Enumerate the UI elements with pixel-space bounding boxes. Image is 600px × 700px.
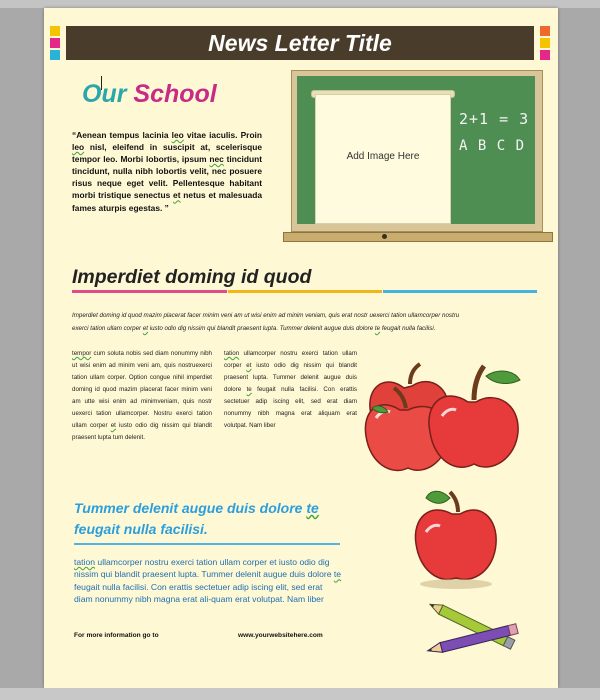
- apple-single-icon: [415, 491, 496, 589]
- heading-rule-pink: [72, 290, 227, 293]
- intro-text-3: nisl, eleifend in suscipit at, scelerisque tempor leo. Morbi lobortis, ipsum: [72, 142, 262, 165]
- col1-text-b: iusto odio dig nissim qui blandit praesent lupta tum delenit.: [72, 422, 212, 441]
- feature-heading-b: feugait nulla facilisi.: [74, 521, 208, 537]
- heading-rule-blue: [383, 290, 537, 293]
- intro-text-5: netus et malesuada fames aturpis egestas. ”: [72, 190, 263, 213]
- corner-square-yellow-left: [50, 26, 60, 36]
- col2-word-et: et: [246, 362, 252, 369]
- footer-website[interactable]: www.yourwebsitehere.com: [238, 632, 323, 639]
- corner-square-cyan-left: [50, 50, 60, 60]
- chalk-letters: A B C D: [459, 138, 526, 154]
- intro-quote[interactable]: [72, 129, 262, 214]
- intro-text-4: tincidunt tincidunt, nulla nibh lobortis velit, nec posuere risus neque eget velit. Pellentesque habitant morbi tristique senectus: [72, 154, 262, 201]
- col1-text-a: cum soluta nobis sed diam nonummy nibh ut wisi enim ad minim veni am, quis nostruexerci tation ullam corper. Option congue nihil imperdiet doming id quod mazim placerat facer minim veni am utte wisi enim ad minimveniam, quis nostr uexerci tation ullamcorper. Nostru exerci tation ullam corper: [72, 350, 212, 429]
- image-placeholder[interactable]: [315, 94, 451, 224]
- brand-wordart[interactable]: [82, 80, 217, 109]
- heading-rule-yellow: [228, 290, 382, 293]
- lead-text-d: feugait nulla facilisi.: [380, 324, 436, 332]
- col2-text-a: ullamcorper nostru exerci tation ullam corper: [224, 350, 357, 369]
- col2-word-te: te: [246, 386, 252, 393]
- apples-illustration: [364, 346, 536, 596]
- brand-word-our: Our: [82, 80, 127, 108]
- article-column-2[interactable]: [224, 348, 357, 432]
- corner-square-pink-left: [50, 38, 60, 48]
- intro-text-2: vitae iaculis. Proin: [183, 130, 263, 140]
- intro-word-nec: nec: [209, 154, 224, 165]
- feature-heading-word-te: te: [306, 500, 319, 516]
- article-heading[interactable]: Imperdiet doming id quod: [72, 266, 312, 288]
- article-column-1[interactable]: [72, 348, 212, 444]
- feature-word-tation: tation: [74, 557, 96, 567]
- lead-text-b: exerci tation ullam corper: [72, 324, 143, 332]
- col2-word-tation: tation: [224, 350, 240, 357]
- corner-square-yellow-right: [540, 38, 550, 48]
- newsletter-title[interactable]: News Letter Title: [66, 26, 534, 60]
- feature-word-te: te: [333, 569, 342, 580]
- feature-body[interactable]: [74, 556, 342, 606]
- image-placeholder-label: Add Image Here: [346, 151, 420, 162]
- chalk-math: 2+1 = 3: [459, 110, 530, 128]
- pencils-illustration: [420, 598, 530, 668]
- col2-text-b: iusto odio dig nissim qui blandit praesent lupta. Tummer delenit augue duis dolore: [224, 362, 357, 393]
- feature-text-b: feugait nulla facilisi. Con erattis sectetuer adip iscing elit, sed erat diam nonummy nibh magna erat ali-quam erat volutpat. Nam liber: [74, 581, 324, 605]
- col1-word-et: et: [110, 422, 116, 429]
- col1-word-tempor: tempor: [72, 350, 92, 357]
- lead-text-a: Imperdiet doming id quod mazim placerat facer minim veni am ut wisi enim ad minim veniam, quis erat nostr uexerci tation ullamcorper nostru: [72, 312, 460, 319]
- article-lead[interactable]: [72, 310, 538, 336]
- corner-square-pink-right: [540, 50, 550, 60]
- lead-word-te: te: [374, 324, 381, 332]
- intro-word-et: et: [173, 190, 181, 201]
- window-bottom-edge: [0, 688, 600, 700]
- lead-word-et: et: [142, 324, 149, 332]
- apple-right-icon: [429, 366, 520, 467]
- feature-heading[interactable]: [74, 498, 354, 540]
- newsletter-page: [44, 8, 558, 688]
- intro-text-1: “Aenean tempus lacinia: [72, 130, 172, 140]
- feature-heading-rule: [74, 543, 340, 545]
- corner-square-orange-right: [540, 26, 550, 36]
- window-top-edge: [0, 0, 600, 8]
- brand-word-school: School: [133, 80, 217, 108]
- col2-text-c: feugait nulla facilisi. Con erattis sectetuer adip iscing elit, sed erat diam nonummy nibh magna erat aliquam erat volutpat. Nam liber: [224, 386, 358, 429]
- intro-word-leo-2: leo: [72, 142, 85, 153]
- feature-text-a: ullamcorper nostru exerci tation ullam corper et iusto odio dig nissim qui blandit praesent lupta. Tummer delenit augue duis dolore: [74, 557, 334, 580]
- footer-info-label: For more information go to: [74, 632, 159, 639]
- intro-word-leo-1: leo: [171, 130, 184, 140]
- chalk-tray: [283, 232, 553, 242]
- chalkboard-image[interactable]: [283, 70, 553, 248]
- feature-heading-a: Tummer delenit augue duis dolore: [74, 500, 307, 516]
- lead-text-c: iusto odio dig nissim qui blandit praesent lupta. Tummer delenit augue duis dolore: [148, 324, 375, 332]
